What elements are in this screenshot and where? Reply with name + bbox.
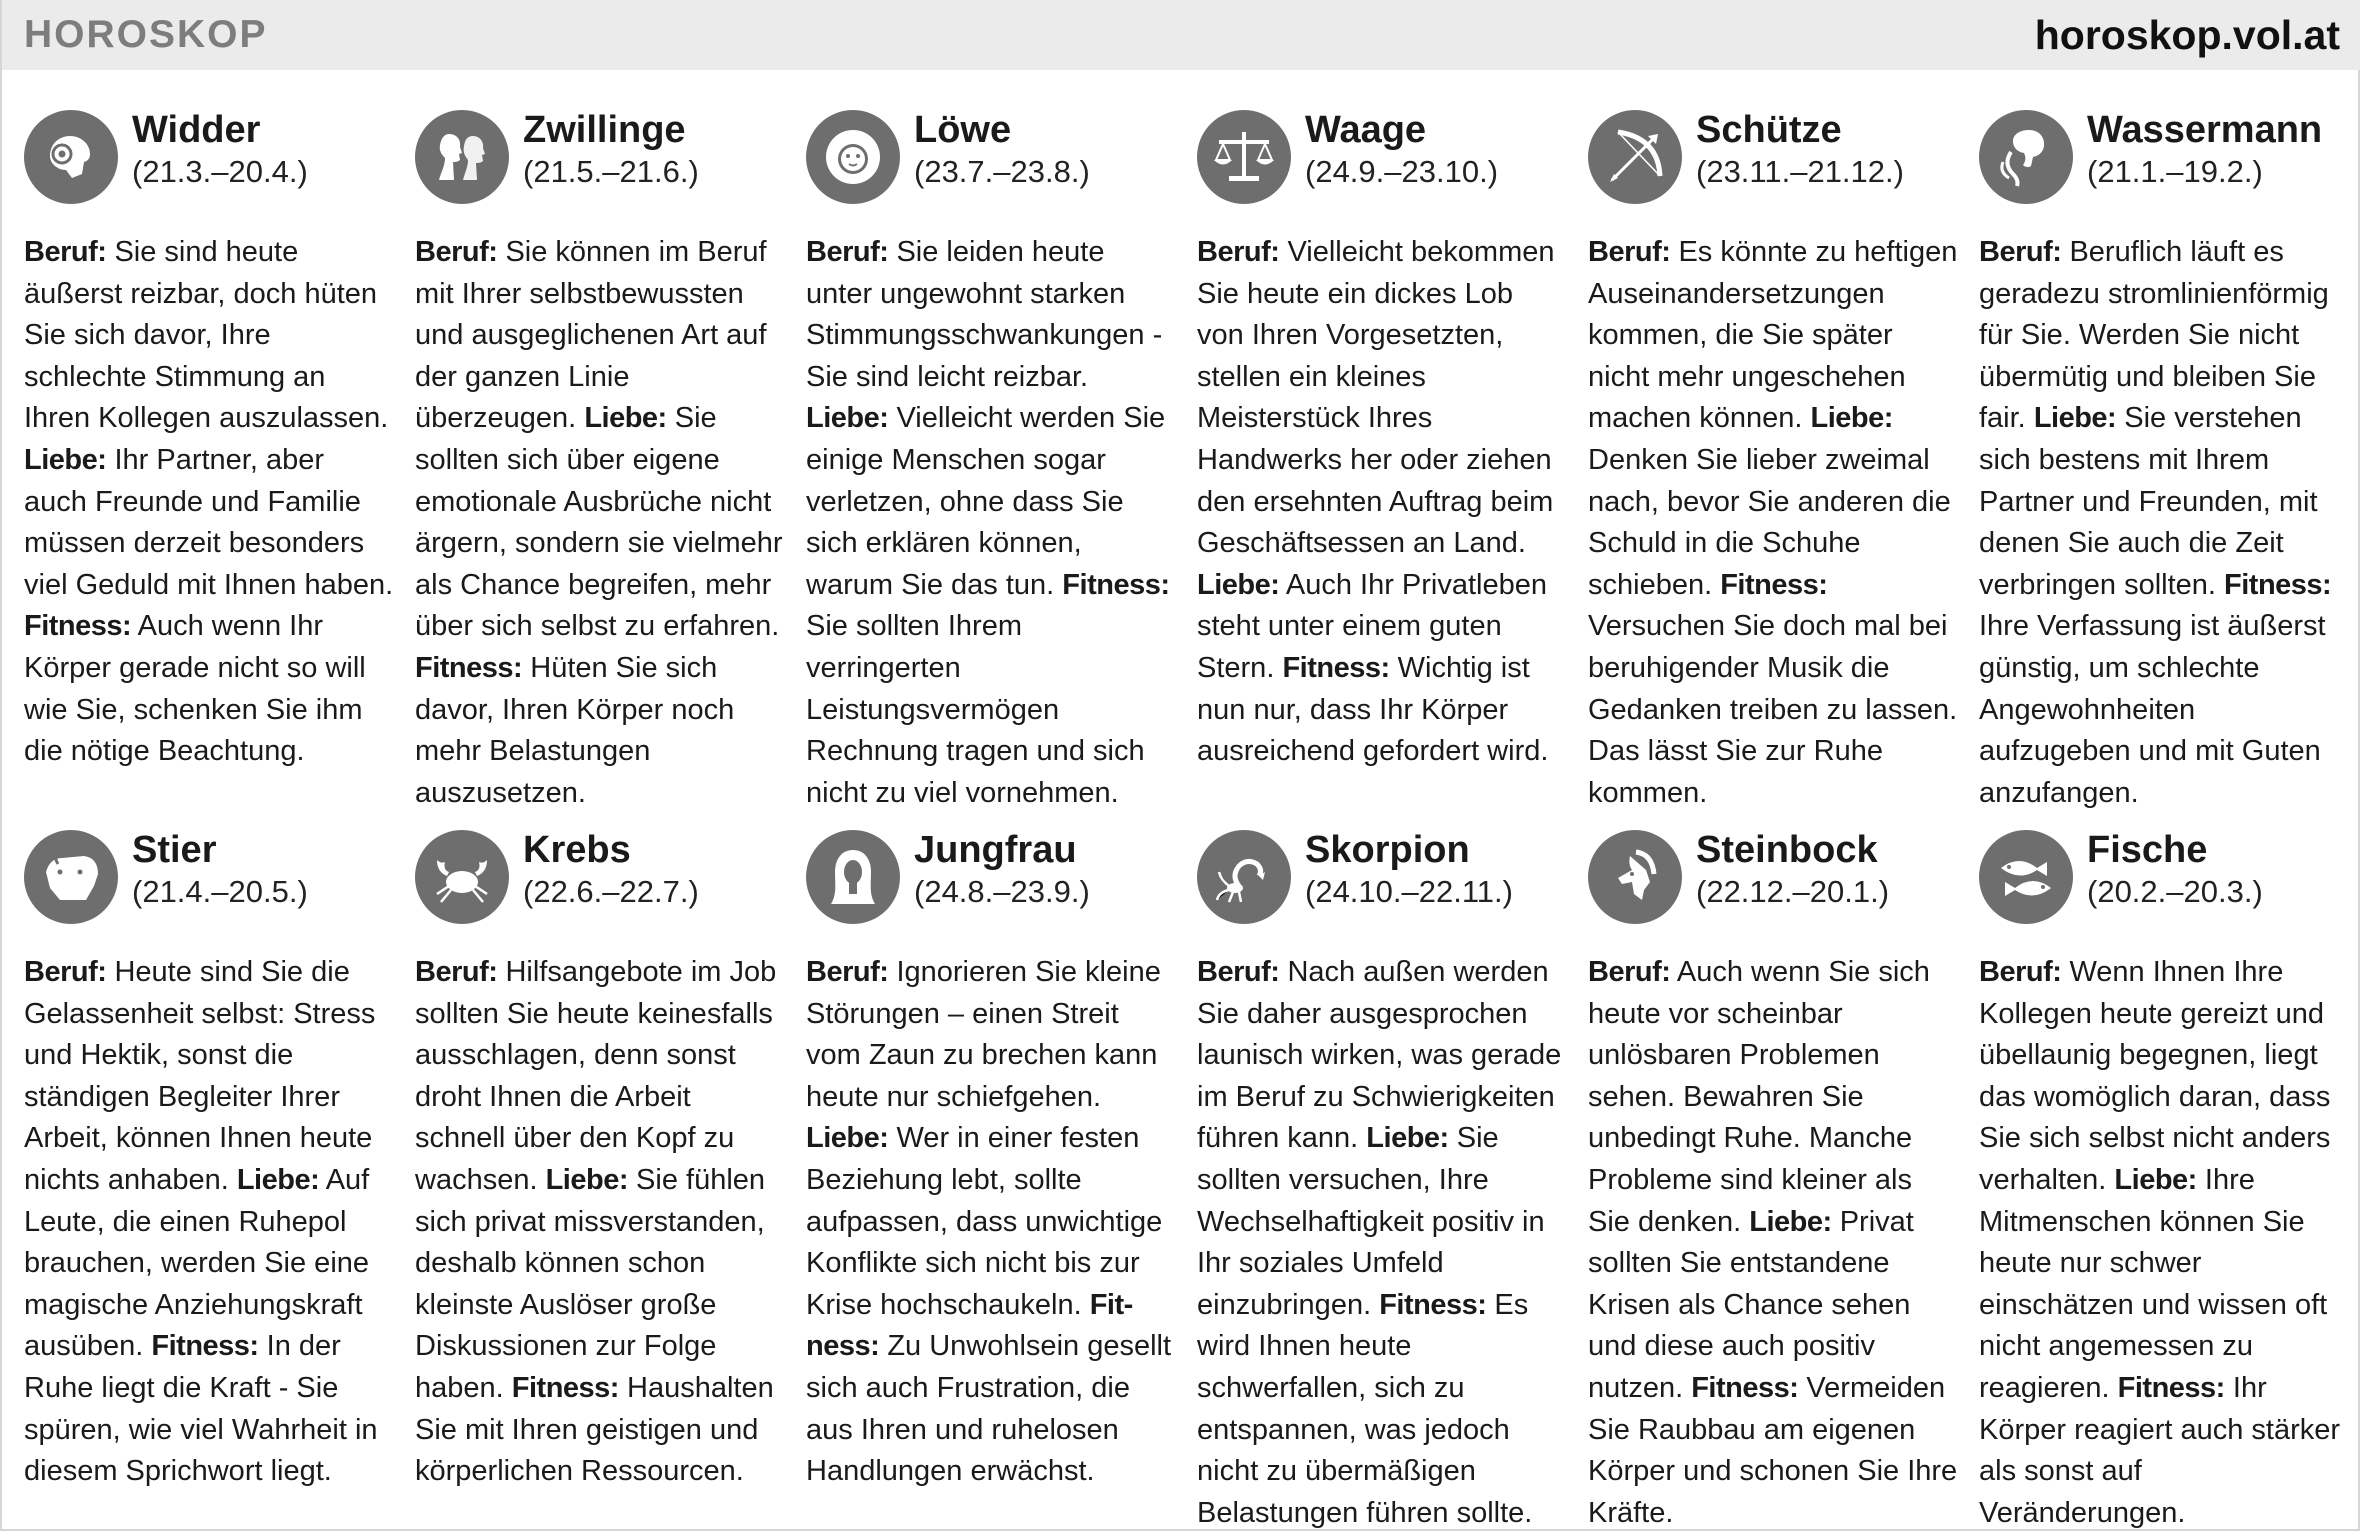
text-fitness: In der Ruhe liegt die Kraft - Sie spüren, wie viel Wahrheit in diesem Sprichwort liegt. bbox=[24, 1330, 378, 1488]
sign-skorpion bbox=[1197, 828, 1567, 1528]
sign-dates: (21.3.–20.4.) bbox=[132, 154, 308, 189]
text-beruf: Ignorieren Sie kleine Störungen – einen Streit vom Zaun zu brechen kann heute nur schiefgehen. bbox=[806, 956, 1161, 1113]
text-fitness: Wichtig ist nun nur, dass Ihr Körper ausreichend gefordert wird. bbox=[1197, 651, 1549, 768]
label-beruf: Beruf: bbox=[806, 956, 889, 988]
text-liebe: Ihr Partner, aber auch Freunde und Familie müssen derzeit besonders viel Geduld mit Ihnen haben. bbox=[24, 443, 394, 601]
label-fitness: Fitness: bbox=[511, 1371, 619, 1404]
sign-text bbox=[1979, 232, 2349, 808]
sign-wassermann bbox=[1979, 108, 2349, 808]
label-fitness: Fitness: bbox=[2117, 1371, 2225, 1404]
text-liebe: Auf Leute, die einen Ruhepol brauchen, werden Sie eine magische Anziehungskraft ausüben. bbox=[24, 1163, 370, 1363]
horoscope-grid bbox=[24, 108, 2344, 1528]
bull-icon bbox=[24, 830, 118, 924]
sign-text bbox=[1588, 232, 1958, 808]
sign-name: Stier bbox=[132, 829, 217, 871]
text-fitness: Versuchen Sie doch mal bei beruhigender Musik die Gedanken treiben zu lassen. Das lässt Sie zur Ruhe kommen. bbox=[1588, 610, 1958, 808]
sign-dates: (23.11.–21.12.) bbox=[1696, 154, 1904, 189]
text-beruf: Vielleicht bekommen Sie heute ein dickes Lob von Ihren Vorgesetzten, stellen ein kleines Meisterstück Ihres Handwerks her oder ziehen den ersehnten Auftrag beim Geschäftsessen an Land. bbox=[1197, 236, 1555, 560]
sign-dates: (24.10.–22.11.) bbox=[1305, 874, 1513, 909]
sign-name: Schütze bbox=[1696, 109, 1842, 151]
text-beruf: Heute sind Sie die Gelassenheit selbst: Stress und Hektik, sonst die ständigen Begleiter Ihrer Arbeit, können Ihnen heute nichts anhaben. bbox=[24, 956, 376, 1196]
sign-text bbox=[1979, 952, 2349, 1528]
lion-icon bbox=[806, 110, 900, 204]
sign-stier bbox=[24, 828, 394, 1528]
sign-header bbox=[1197, 108, 1567, 218]
sign-waage bbox=[1197, 108, 1567, 808]
text-beruf: Sie sind heute äußerst reizbar, doch hüten Sie sich davor, Ihre schlechte Stimmung an Ihren Kollegen auszulassen. bbox=[24, 236, 389, 435]
sign-name: Löwe bbox=[914, 109, 1012, 151]
label-liebe: Liebe: bbox=[584, 402, 667, 435]
goat-icon bbox=[1588, 830, 1682, 924]
text-liebe: Sie fühlen sich privat missverstanden, deshalb können schon kleinste Auslöser große Diskussionen zur Folge haben. bbox=[415, 1163, 766, 1404]
sign-widder bbox=[24, 108, 394, 808]
label-liebe: Liebe: bbox=[806, 1122, 889, 1155]
text-fitness: Vermeiden Sie Raubbau am eigenen Körper und schonen Sie Ihre Kräfte. bbox=[1588, 1371, 1958, 1528]
scales-icon bbox=[1197, 110, 1291, 204]
label-liebe: Liebe: bbox=[1749, 1205, 1832, 1238]
text-fitness: Hüten Sie sich davor, Ihren Körper noch mehr Belastungen auszusetzen. bbox=[415, 651, 735, 808]
sign-zwillinge bbox=[415, 108, 785, 808]
text-beruf: Beruflich läuft es geradezu stromlinienförmig für Sie. Werden Sie nicht übermütig und bleiben Sie fair. bbox=[1979, 236, 2329, 435]
sign-header bbox=[1197, 828, 1567, 938]
sign-text bbox=[806, 952, 1176, 1493]
crab-icon bbox=[415, 830, 509, 924]
sign-header bbox=[1588, 108, 1958, 218]
text-liebe: Sie verstehen sich bestens mit Ihrem Partner und Freunden, mit denen Sie auch die Zeit verbringen sollten. bbox=[1979, 402, 2318, 601]
sign-text bbox=[415, 232, 785, 808]
sign-header bbox=[1979, 828, 2349, 938]
sign-name: Fische bbox=[2087, 829, 2208, 871]
label-liebe: Liebe: bbox=[24, 443, 107, 476]
sign-header bbox=[24, 828, 394, 938]
label-fitness: Fitness: bbox=[1691, 1371, 1799, 1404]
label-beruf: Beruf: bbox=[1588, 236, 1671, 268]
sign-steinbock bbox=[1588, 828, 1958, 1528]
text-liebe: Auch Ihr Privatleben steht unter einem guten Stern. bbox=[1197, 568, 1548, 684]
scorpion-icon bbox=[1197, 830, 1291, 924]
sign-header bbox=[415, 108, 785, 218]
sign-fische bbox=[1979, 828, 2349, 1528]
sign-name: Wassermann bbox=[2087, 109, 2323, 151]
sign-header bbox=[806, 828, 1176, 938]
text-liebe: Sie sollten versuchen, Ihre Wechselhaftigkeit positiv in Ihr soziales Umfeld einzubringen. bbox=[1197, 1122, 1545, 1321]
sign-text bbox=[806, 232, 1176, 808]
label-beruf: Beruf: bbox=[806, 236, 889, 268]
sign-text bbox=[1588, 952, 1958, 1528]
sign-dates: (21.5.–21.6.) bbox=[523, 154, 699, 189]
sign-name: Waage bbox=[1305, 109, 1427, 151]
label-beruf: Beruf: bbox=[1979, 236, 2062, 268]
text-beruf: Hilfsangebote im Job sollten Sie heute keinesfalls ausschlagen, denn sonst droht Ihnen die Arbeit schnell über den Kopf zu wachsen. bbox=[415, 956, 777, 1196]
sign-header bbox=[1588, 828, 1958, 938]
text-liebe: Privat sollten Sie entstandene Krisen als Chance sehen und diese auch positiv nutzen. bbox=[1588, 1205, 1914, 1404]
text-liebe: Sie sollten sich über eigene emotionale Ausbrüche nicht ärgern, sondern sie vielmehr als Chance begreifen, mehr über sich selbst zu erfahren. bbox=[415, 402, 783, 643]
label-liebe: Liebe: bbox=[236, 1163, 320, 1196]
ram-icon bbox=[24, 110, 118, 204]
label-fitness: Fitness: bbox=[1720, 568, 1828, 601]
sign-text bbox=[24, 232, 394, 773]
virgin-icon bbox=[806, 830, 900, 924]
sign-header bbox=[806, 108, 1176, 218]
label-beruf: Beruf: bbox=[1197, 956, 1280, 988]
section-title: HOROSKOP bbox=[24, 13, 268, 56]
label-beruf: Beruf: bbox=[24, 956, 107, 988]
label-fitness: Fitness: bbox=[24, 610, 132, 643]
label-liebe: Liebe: bbox=[2114, 1163, 2197, 1196]
text-beruf: Wenn Ihnen Ihre Kollegen heute gereizt und übellaunig begegnen, liegt das womöglich daran, dass Sie sich selbst nicht anders verhalten. bbox=[1979, 956, 2331, 1196]
sign-text bbox=[1197, 952, 1567, 1528]
text-fitness: Ihr Körper reagiert auch stärker als sonst auf Veränderungen. bbox=[1979, 1371, 2341, 1528]
label-beruf: Beruf: bbox=[415, 236, 498, 268]
site-url: horoskop.vol.at bbox=[2034, 11, 2340, 58]
label-liebe: Liebe: bbox=[545, 1163, 628, 1196]
text-fitness: Zu Unwohlsein gesellt sich auch Frustration, die aus Ihren und ruhelosen Handlungen erwächst. bbox=[806, 1330, 1172, 1488]
label-beruf: Beruf: bbox=[1197, 236, 1280, 268]
sign-name: Steinbock bbox=[1696, 829, 1878, 871]
sign-header bbox=[1979, 108, 2349, 218]
text-fitness: Sie sollten Ihrem verringerten Leistungsvermögen Rechnung tragen und sich nicht zu viel vornehmen. bbox=[806, 610, 1145, 808]
sign-name: Krebs bbox=[523, 829, 631, 871]
sign-header bbox=[24, 108, 394, 218]
label-fitness: Fitness: bbox=[151, 1330, 259, 1363]
sign-krebs bbox=[415, 828, 785, 1528]
twins-icon bbox=[415, 110, 509, 204]
sign-loewe bbox=[806, 108, 1176, 808]
text-liebe: Vielleicht werden Sie einige Menschen sogar verletzen, ohne dass Sie sich erklären können, warum Sie das tun. bbox=[806, 402, 1166, 601]
sign-dates: (20.2.–20.3.) bbox=[2087, 874, 2263, 909]
sign-name: Zwillinge bbox=[523, 109, 686, 151]
label-beruf: Beruf: bbox=[1588, 956, 1671, 988]
sign-dates: (23.7.–23.8.) bbox=[914, 154, 1090, 189]
label-fitness: Fitness: bbox=[1062, 568, 1170, 601]
sign-text bbox=[1197, 232, 1567, 773]
label-fitness-part1: Fit- bbox=[1089, 1288, 1133, 1321]
sign-dates: (21.4.–20.5.) bbox=[132, 874, 308, 909]
text-fitness: Ihre Verfassung ist äußerst günstig, um schlechte Angewohnheiten aufzugeben und mit Guten anzufangen. bbox=[1979, 610, 2326, 808]
archer-icon bbox=[1588, 110, 1682, 204]
text-liebe: Ihre Mitmenschen können Sie heute nur schwer einschätzen und wissen oft nicht angemessen zu reagieren. bbox=[1979, 1163, 2328, 1404]
text-fitness: Auch wenn Ihr Körper gerade nicht so will wie Sie, schenken Sie ihm die nötige Beachtung. bbox=[24, 610, 366, 768]
label-beruf: Beruf: bbox=[415, 956, 498, 988]
sign-name: Widder bbox=[132, 109, 261, 151]
header-bar bbox=[2, 0, 2360, 70]
label-liebe: Liebe: bbox=[806, 402, 889, 435]
sign-header bbox=[415, 828, 785, 938]
sign-text bbox=[24, 952, 394, 1493]
sign-dates: (21.1.–19.2.) bbox=[2087, 154, 2263, 189]
text-beruf: Sie leiden heute unter ungewohnt starken Stimmungsschwankungen - Sie sind leicht reizbar. bbox=[806, 236, 1163, 393]
sign-jungfrau bbox=[806, 828, 1176, 1528]
text-beruf: Nach außen werden Sie daher ausgesprochen launisch wirken, was gerade im Beruf zu Schwierigkeiten führen kann. bbox=[1197, 956, 1562, 1155]
label-fitness: Fitness: bbox=[415, 651, 523, 684]
water-bearer-icon bbox=[1979, 110, 2073, 204]
fish-icon bbox=[1979, 830, 2073, 924]
label-fitness-part2: ness: bbox=[806, 1330, 880, 1363]
label-liebe: Liebe: bbox=[1810, 402, 1893, 435]
text-beruf: Auch wenn Sie sich heute vor scheinbar unlösbaren Problemen sehen. Bewahren Sie unbedingt Ruhe. Manche Probleme sind kleiner als Sie denken. bbox=[1588, 956, 1930, 1238]
text-beruf: Es könnte zu heftigen Auseinandersetzungen kommen, die Sie später nicht mehr ungeschehen machen können. bbox=[1588, 236, 1958, 435]
sign-name: Skorpion bbox=[1305, 829, 1470, 871]
label-fitness: Fitness: bbox=[1282, 651, 1390, 684]
sign-dates: (24.9.–23.10.) bbox=[1305, 154, 1499, 189]
text-liebe: Wer in einer festen Beziehung lebt, sollte aufpassen, dass unwichtige Konflikte sich nicht bis zur Krise hochschaukeln. bbox=[806, 1122, 1163, 1321]
label-beruf: Beruf: bbox=[24, 236, 107, 268]
label-liebe: Liebe: bbox=[2033, 402, 2117, 435]
sign-dates: (22.12.–20.1.) bbox=[1696, 874, 1890, 909]
label-fitness: Fitness: bbox=[1379, 1288, 1487, 1321]
label-liebe: Liebe: bbox=[1366, 1122, 1449, 1155]
sign-name: Jungfrau bbox=[914, 829, 1077, 871]
text-beruf: Sie können im Beruf mit Ihrer selbstbewussten und ausgeglichenen Art auf der ganzen Linie überzeugen. bbox=[415, 236, 767, 435]
sign-schuetze bbox=[1588, 108, 1958, 808]
sign-dates: (22.6.–22.7.) bbox=[523, 874, 699, 909]
text-liebe: Denken Sie lieber zweimal nach, bevor Sie anderen die Schuld in die Schuhe schieben. bbox=[1588, 443, 1951, 601]
label-fitness: Fitness: bbox=[2224, 568, 2332, 601]
sign-text bbox=[415, 952, 785, 1493]
label-beruf: Beruf: bbox=[1979, 956, 2062, 988]
text-fitness: Haushalten Sie mit Ihren geistigen und körperlichen Ressourcen. bbox=[415, 1371, 774, 1488]
label-liebe: Liebe: bbox=[1197, 568, 1280, 601]
sign-dates: (24.8.–23.9.) bbox=[914, 874, 1090, 909]
text-fitness: Es wird Ihnen heute schwerfallen, sich zu entspannen, was jedoch nicht zu übermäßigen Belastungen führen sollte. bbox=[1197, 1288, 1533, 1528]
